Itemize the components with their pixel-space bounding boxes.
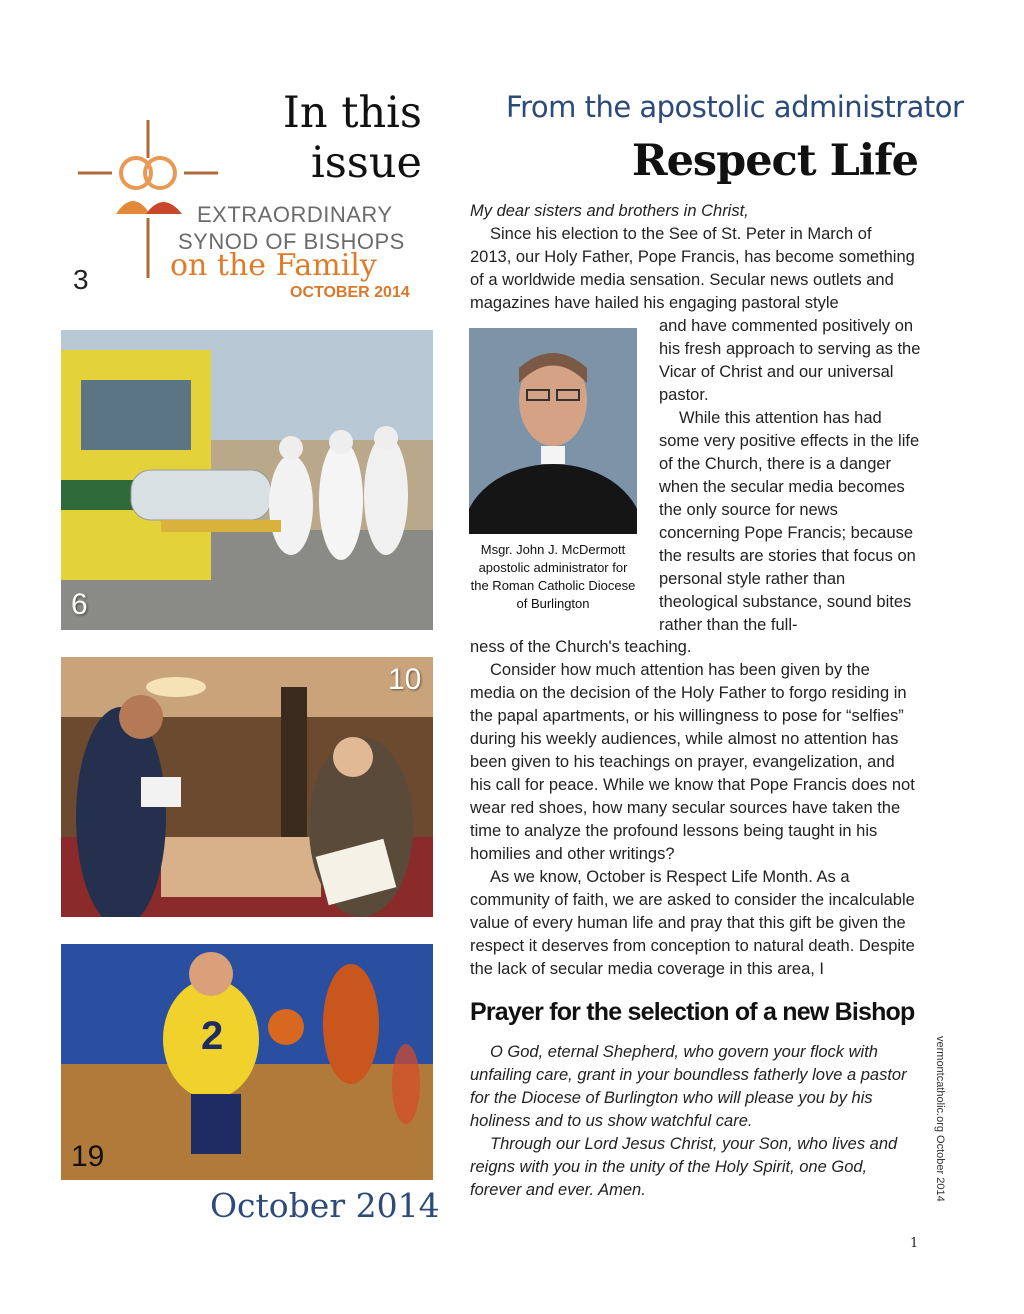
paragraph-2: While this attention has had some very positive effects in the life of the Church, there is a danger when the secular media becomes the only source for news concerning Pope Francis; because the results are stories that focus on personal style rather than theological substance, sound bites rather than the full- <box>659 409 920 634</box>
conference-image <box>61 657 433 917</box>
page-number-3[interactable]: 3 <box>73 264 89 295</box>
prayer-paragraph-2: Through our Lord Jesus Christ, your Son, who lives and reigns with you in the unity of the Holy Spirit, one God, forever and ever. Amen. <box>470 1135 898 1199</box>
paragraph-2-end: ness of the Church's teaching. <box>470 638 692 656</box>
issue-date: October 2014 <box>210 1186 440 1225</box>
synod-logo <box>78 118 418 308</box>
paragraph-1-continued: and have commented positively on his fresh approach to serving as the Vicar of Christ and our universal pastor. <box>659 317 921 404</box>
ambulance-image <box>61 330 433 630</box>
svg-text:2: 2 <box>201 1014 224 1058</box>
photo-conference[interactable] <box>61 657 433 917</box>
paragraph-3: Consider how much attention has been given by the media on the decision of the Holy Father to forgo residing in the papal apartments, or his willingness to pose for “selfies” during his weekly audiences, while almost no attention has been given to his teachings on prayer, evangelization, and his call for peace. While we know that Pope Francis does not wear red shoes, how many secular sources have taken the time to analyze the profound lessons being taught in his homilies and other writings? <box>470 661 915 863</box>
prayer-paragraph-1: O God, eternal Shepherd, who govern your flock with unfailing care, grant in your boundless fatherly love a pastor for the Diocese of Burlington who will please you by his holiness and to us show watchful care. <box>470 1043 907 1130</box>
paragraph-4: As we know, October is Respect Life Month. As a community of faith, we are asked to consider the incalculable value of every human life and pray that this gift be given the respect it deserves from conception to natural death. Despite the lack of secular media coverage in this area, I <box>470 868 915 978</box>
prayer-text <box>470 1041 916 1202</box>
issue-title-line1: In this <box>282 88 422 138</box>
logo-synod: SYNOD OF BISHOPS <box>178 229 405 254</box>
article-kicker: From the apostolic administrator <box>506 90 964 124</box>
article-intro <box>470 200 916 315</box>
article-wrap-column <box>659 315 921 637</box>
article-headline: Respect Life <box>631 136 918 186</box>
salutation: My dear sisters and brothers in Christ, <box>470 202 749 220</box>
page-folio: 1 <box>910 1236 919 1251</box>
prayer-title: Prayer for the selection of a new Bishop <box>470 998 915 1026</box>
logo-extraordinary: EXTRAORDINARY <box>197 202 393 227</box>
portrait-photo <box>469 328 637 534</box>
page-number-19: 19 <box>71 1140 105 1173</box>
vertical-footer <box>930 1036 950 1226</box>
website-date-label[interactable]: vermontcatholic.org October 2014 <box>934 1036 946 1202</box>
page-number-6: 6 <box>71 588 88 621</box>
article-body <box>470 636 916 981</box>
paragraph-1: Since his election to the See of St. Peter in March of 2013, our Holy Father, Pope Francis, has become something of a worldwide media sensation. Secular news outlets and magazines have hailed his engaging pastoral style <box>470 225 915 312</box>
photo-ebola-transport[interactable] <box>61 330 433 630</box>
logo-date: OCTOBER 2014 <box>290 284 410 301</box>
issue-title-line2: issue <box>310 138 422 188</box>
portrait-caption: Msgr. John J. McDermott apostolic administrator for the Roman Catholic Diocese of Burlington <box>470 542 636 611</box>
portrait-image <box>469 328 637 534</box>
logo-family: on the Family <box>170 248 377 283</box>
page-number-10: 10 <box>388 663 422 696</box>
basketball-image <box>61 944 433 1180</box>
photo-basketball[interactable] <box>61 944 433 1180</box>
